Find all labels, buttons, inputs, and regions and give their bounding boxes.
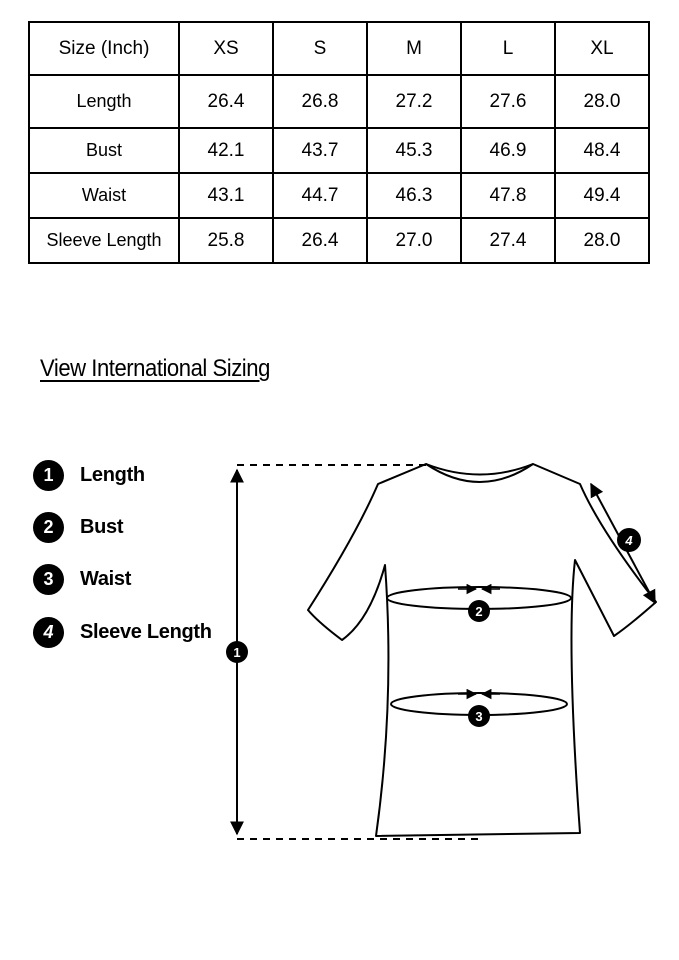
table-row-sleeve-length — [29, 218, 649, 263]
header-size-xs: XS — [179, 22, 273, 75]
header-size-l: L — [461, 22, 555, 75]
tshirt-outline — [308, 464, 656, 836]
header-size-s: S — [273, 22, 367, 75]
marker-3-label: 3 — [475, 709, 483, 724]
table-cell: 49.4 — [555, 173, 649, 218]
table-cell: 42.1 — [179, 128, 273, 173]
size-table-header-row — [29, 22, 649, 75]
row-label: Sleeve Length — [29, 218, 179, 263]
table-cell: 45.3 — [367, 128, 461, 173]
table-cell: 26.4 — [179, 75, 273, 128]
row-label: Length — [29, 75, 179, 128]
waist-measure — [391, 693, 567, 727]
table-cell: 48.4 — [555, 128, 649, 173]
table-cell: 27.2 — [367, 75, 461, 128]
number-2-badge: 2 — [33, 512, 64, 543]
marker-2-label: 2 — [475, 604, 483, 619]
table-cell: 43.1 — [179, 173, 273, 218]
sleeve-measure — [591, 484, 655, 603]
view-international-sizing-link[interactable]: View International Sizing — [40, 355, 270, 382]
table-cell: 27.0 — [367, 218, 461, 263]
table-cell: 27.6 — [461, 75, 555, 128]
legend-label: Length — [80, 464, 145, 486]
table-cell: 44.7 — [273, 173, 367, 218]
table-cell: 46.3 — [367, 173, 461, 218]
marker-4-label: 4 — [625, 533, 633, 548]
table-cell: 26.8 — [273, 75, 367, 128]
table-cell: 28.0 — [555, 218, 649, 263]
legend-label: Waist — [80, 568, 132, 590]
table-cell: 28.0 — [555, 75, 649, 128]
size-chart-table — [28, 21, 650, 264]
table-cell: 25.8 — [179, 218, 273, 263]
number-3-badge: 3 — [33, 564, 64, 595]
table-row-length — [29, 75, 649, 128]
table-cell: 27.4 — [461, 218, 555, 263]
header-size-unit: Size (Inch) — [29, 22, 179, 75]
number-4-badge: 4 — [33, 617, 64, 648]
header-size-xl: XL — [555, 22, 649, 75]
table-cell: 43.7 — [273, 128, 367, 173]
header-size-m: M — [367, 22, 461, 75]
table-cell: 46.9 — [461, 128, 555, 173]
tshirt-measurement-diagram — [0, 440, 679, 860]
row-label: Bust — [29, 128, 179, 173]
bust-measure — [387, 587, 571, 622]
legend-label: Bust — [80, 516, 124, 538]
legend-label: Sleeve Length — [80, 621, 212, 643]
number-1-badge: 1 — [33, 460, 64, 491]
table-cell: 47.8 — [461, 173, 555, 218]
row-label: Waist — [29, 173, 179, 218]
table-row-waist — [29, 173, 649, 218]
table-row-bust — [29, 128, 649, 173]
table-cell: 26.4 — [273, 218, 367, 263]
marker-1-label: 1 — [233, 645, 241, 660]
length-measure — [226, 465, 483, 839]
